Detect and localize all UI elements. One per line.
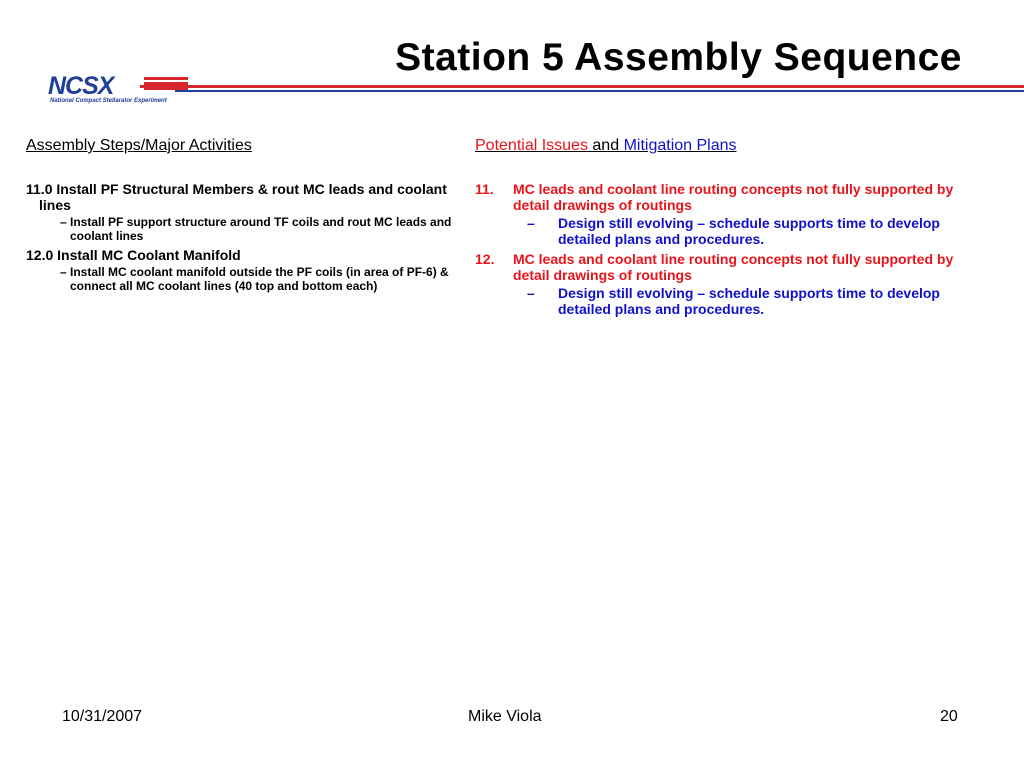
footer-page-number: 20 — [940, 708, 958, 725]
issues-heading — [475, 137, 975, 155]
mitigation-11: – Design still evolving – schedule supports time to develop detailed plans and procedures. — [527, 215, 940, 247]
issues-column — [475, 137, 975, 321]
issue-12-number: 12. — [475, 251, 495, 267]
mitigation-12-text: Design still evolving – schedule supports time to develop detailed plans and procedures. — [558, 285, 940, 317]
issues-heading-issues: Potential Issues — [475, 137, 588, 154]
step-11: 11.0 Install PF Structural Members & rout MC leads and coolant lines — [26, 181, 447, 213]
issue-11-number: 11. — [475, 181, 494, 197]
step-12-detail-text: Install MC coolant manifold outside the PF coils (in area of PF-6) & connect all MC coolant lines (40 top and bottom each) — [70, 265, 449, 293]
logo-mark: NCSX — [48, 72, 114, 100]
step-12: 12.0 Install MC Coolant Manifold — [26, 247, 241, 263]
slide-title: Station 5 Assembly Sequence — [395, 36, 962, 79]
header-rule-blue — [175, 90, 1024, 92]
issue-12 — [475, 251, 975, 283]
footer-author: Mike Viola — [468, 708, 542, 725]
step-11-detail: – Install PF support structure around TF coils and rout MC leads and coolant lines — [60, 215, 452, 243]
header-rule-red — [140, 85, 1024, 88]
assembly-steps-column — [26, 137, 456, 297]
issues-heading-and: and — [592, 137, 620, 154]
ncsx-logo — [48, 72, 183, 108]
assembly-steps-heading: Assembly Steps/Major Activities — [26, 137, 252, 154]
footer-date: 10/31/2007 — [62, 708, 143, 725]
issues-heading-plans: Mitigation Plans — [623, 137, 737, 154]
mitigation-12: – Design still evolving – schedule supports time to develop detailed plans and procedures. — [527, 285, 940, 317]
issue-11-text: MC leads and coolant line routing concepts not fully supported by detail drawings of routings — [513, 181, 954, 213]
issue-11 — [475, 181, 975, 213]
step-11-detail-text: Install PF support structure around TF coils and rout MC leads and coolant lines — [70, 215, 452, 243]
issue-12-text: MC leads and coolant line routing concepts not fully supported by detail drawings of routings — [513, 251, 954, 283]
logo-subtitle: National Compact Stellarator Experiment — [50, 98, 167, 104]
mitigation-11-text: Design still evolving – schedule supports time to develop detailed plans and procedures. — [558, 215, 940, 247]
step-12-detail: – Install MC coolant manifold outside the PF coils (in area of PF-6) & connect all MC coolant lines (40 top and bottom each) — [60, 265, 449, 293]
